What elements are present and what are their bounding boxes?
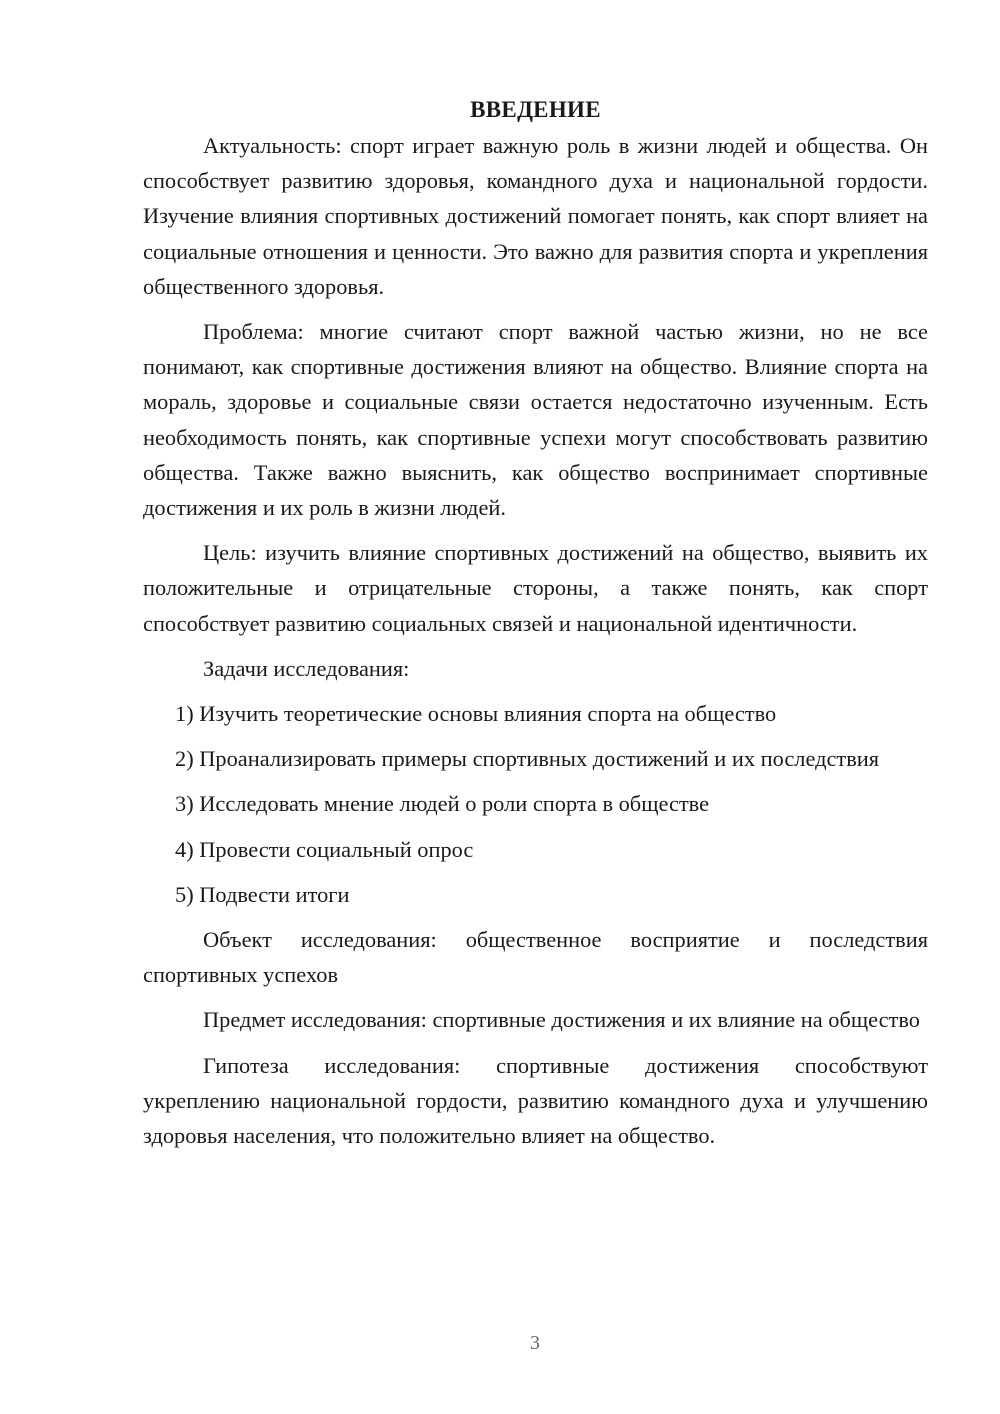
subject-paragraph: Предмет исследования: спортивные достижения и их влияние на общество: [203, 1007, 920, 1033]
task-item: 1) Изучить теоретические основы влияния спорта на общество: [175, 701, 777, 727]
task-item: 2) Проанализировать примеры спортивных достижений и их последствия: [175, 746, 880, 772]
problem-paragraph: Проблема: многие считают спорт важной частью жизни, но не все понимают, как спортивные достижения влияют на общество. Влияние спорта на мораль, здоровье и социальные связи остается недостаточно изученным. Есть необходимость понять, как спортивные успехи могут способствовать развитию общества. Также важно выяснить, как общество воспринимает спортивные достижения и их роль в жизни людей.: [143, 319, 928, 521]
task-item: 5) Подвести итоги: [175, 881, 350, 907]
document-page: [143, 92, 928, 1163]
goal-paragraph: Цель: изучить влияние спортивных достижений на общество, выявить их положительные и отрицательные стороны, а также понять, как спорт способствует развитию социальных связей и национальной идентичности.: [143, 540, 928, 636]
page-number: 3: [530, 1332, 540, 1354]
page-title: ВВЕДЕНИЕ: [470, 97, 601, 122]
hypothesis-paragraph: Гипотеза исследования: спортивные достижения способствуют укреплению национальной гордости, развитию командного духа и улучшению здоровья населения, что положительно влияет на общество.: [143, 1052, 928, 1149]
task-item: 3) Исследовать мнение людей о роли спорта в обществе: [175, 791, 710, 817]
task-item: 4) Провести социальный опрос: [175, 836, 474, 862]
object-paragraph: Объект исследования: общественное восприятие и последствия спортивных успехов: [143, 927, 928, 988]
relevance-paragraph: Актуальность: спорт играет важную роль в жизни людей и общества. Он способствует развитию здоровья, командного духа и национальной гордости. Изучение влияния спортивных достижений помогает понять, как спорт влияет на социальные отношения и ценности. Это важно для развития спорта и укрепления общественного здоровья.: [143, 133, 928, 299]
tasks-heading: Задачи исследования:: [203, 655, 410, 681]
